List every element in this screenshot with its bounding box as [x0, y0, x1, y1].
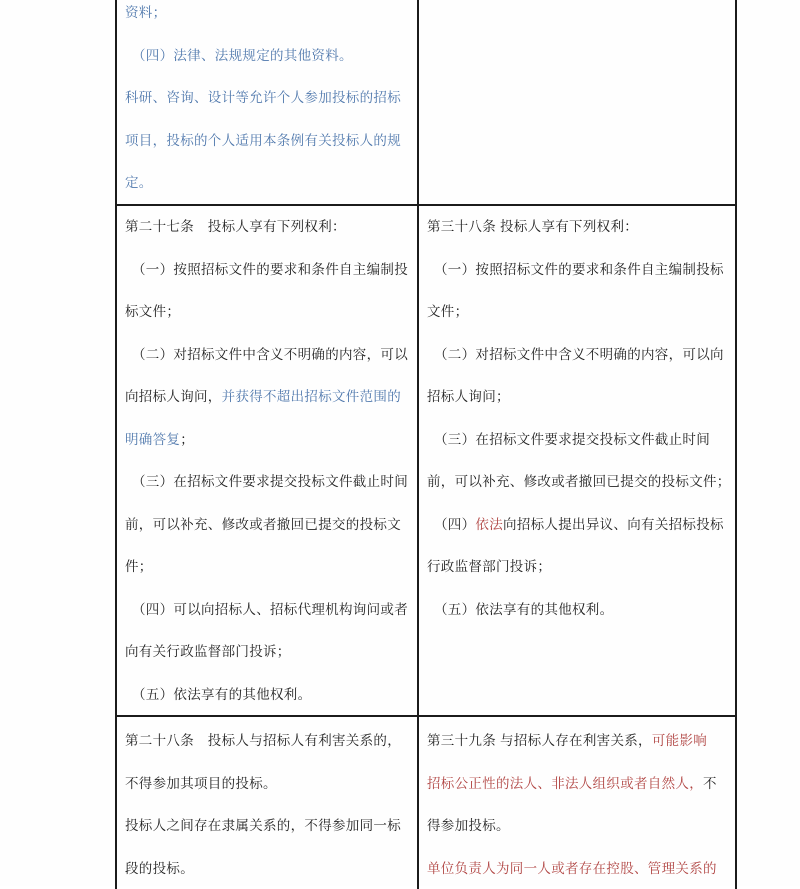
text-segment-blue: （四）法律、法规规定的其他资料。: [132, 48, 353, 63]
table-cell: [419, 206, 735, 715]
text-line: [125, 376, 409, 419]
text-segment-default: 招标人询问；: [427, 389, 510, 404]
text-line: [427, 720, 727, 763]
text-segment-default: 向招标人询问，: [125, 389, 222, 404]
text-segment-default: 得参加投标。: [427, 818, 510, 833]
table-cell: [117, 0, 419, 204]
text-line: [125, 674, 409, 716]
text-line: [427, 805, 727, 848]
cell-content: [125, 206, 409, 715]
cell-content: [125, 720, 409, 889]
text-line: [125, 848, 409, 889]
text-line: [427, 419, 727, 462]
text-line: [125, 35, 409, 78]
text-segment-default: （三）在招标文件要求提交投标文件截止时间: [434, 432, 710, 447]
text-segment-default: 第三十八条 投标人享有下列权利：: [427, 219, 638, 234]
text-line: [125, 631, 409, 674]
table-cell: [419, 0, 735, 204]
text-segment-default: （四）可以向招标人、招标代理机构询问或者: [132, 602, 408, 617]
cell-content: [125, 0, 409, 204]
text-segment-default: 行政监督部门投诉；: [427, 559, 551, 574]
text-line: [125, 77, 409, 120]
text-segment-default: （二）对招标文件中含义不明确的内容，可以: [132, 347, 408, 362]
text-segment-red: 招标公正性的法人、非法人组织或者自然人，: [427, 776, 703, 791]
text-line: [427, 546, 727, 589]
text-segment-default: 标文件；: [125, 304, 180, 319]
text-line: [125, 504, 409, 547]
text-line: [427, 504, 727, 547]
text-line: [427, 249, 727, 292]
text-segment-default: （一）按照招标文件的要求和条件自主编制投: [132, 262, 408, 277]
text-line: [125, 291, 409, 334]
text-line: [427, 206, 727, 249]
text-segment-default: 第二十八条 投标人与招标人有利害关系的，: [125, 733, 401, 748]
text-segment-default: 向有关行政监督部门投诉；: [125, 644, 291, 659]
table-cell: [419, 717, 735, 889]
text-segment-default: 件；: [125, 559, 153, 574]
text-segment-default: 前，可以补充、修改或者撤回已提交的投标文: [125, 517, 401, 532]
text-segment-default: （三）在招标文件要求提交投标文件截止时间: [132, 474, 408, 489]
text-line: [125, 120, 409, 163]
text-segment-default: 文件；: [427, 304, 468, 319]
text-line: [427, 334, 727, 377]
text-segment-default: 投标人之间存在隶属关系的，不得参加同一标: [125, 818, 401, 833]
text-segment-default: 不: [703, 776, 717, 791]
text-segment-red: 可能影响: [652, 733, 707, 748]
text-line: [427, 848, 727, 889]
text-line: [427, 461, 727, 504]
text-line: [125, 162, 409, 204]
text-segment-blue: 资料；: [125, 5, 166, 20]
text-segment-red: 单位负责人为同一人或者存在控股、管理关系的: [427, 861, 717, 876]
table-cell: [117, 717, 419, 889]
text-segment-default: （五）依法享有的其他权利。: [132, 687, 311, 702]
text-segment-default: 第三十九条 与招标人存在利害关系，: [427, 733, 652, 748]
text-line: [125, 546, 409, 589]
text-segment-blue: 项目，投标的个人适用本条例有关投标人的规: [125, 133, 401, 148]
text-line: [427, 589, 727, 632]
text-line: [125, 249, 409, 292]
text-segment-default: 前，可以补充、修改或者撤回已提交的投标文件；: [427, 474, 731, 489]
text-segment-default: 第二十七条 投标人享有下列权利：: [125, 219, 346, 234]
text-segment-default: （五）依法享有的其他权利。: [434, 602, 613, 617]
text-segment-blue: 定。: [125, 175, 153, 190]
text-line: [125, 419, 409, 462]
text-line: [125, 763, 409, 806]
text-line: [427, 376, 727, 419]
cell-content: [427, 720, 727, 889]
text-line: [125, 334, 409, 377]
text-line: [427, 291, 727, 334]
comparison-table: [115, 0, 737, 889]
text-line: [427, 763, 727, 806]
text-segment-blue: 科研、咨询、设计等允许个人参加投标的招标: [125, 90, 401, 105]
text-line: [125, 206, 409, 249]
text-segment-blue: 明确答复: [125, 432, 180, 447]
cell-content: [427, 206, 727, 631]
text-segment-default: （二）对招标文件中含义不明确的内容，可以向: [434, 347, 724, 362]
table-row: [117, 717, 735, 889]
text-line: [125, 0, 409, 35]
text-segment-default: ；: [180, 432, 194, 447]
text-line: [125, 461, 409, 504]
text-line: [125, 589, 409, 632]
text-line: [125, 805, 409, 848]
text-segment-default: （四）: [434, 517, 475, 532]
table-row: [117, 0, 735, 206]
text-segment-blue: 并获得不超出招标文件范围的: [222, 389, 401, 404]
text-segment-default: （一）按照招标文件的要求和条件自主编制投标: [434, 262, 724, 277]
text-segment-default: 向招标人提出异议、向有关招标投标: [503, 517, 724, 532]
text-segment-red: 依法: [475, 517, 503, 532]
text-segment-default: 段的投标。: [125, 861, 194, 876]
text-line: [125, 720, 409, 763]
table-cell: [117, 206, 419, 715]
text-segment-default: 不得参加其项目的投标。: [125, 776, 277, 791]
table-row: [117, 206, 735, 717]
